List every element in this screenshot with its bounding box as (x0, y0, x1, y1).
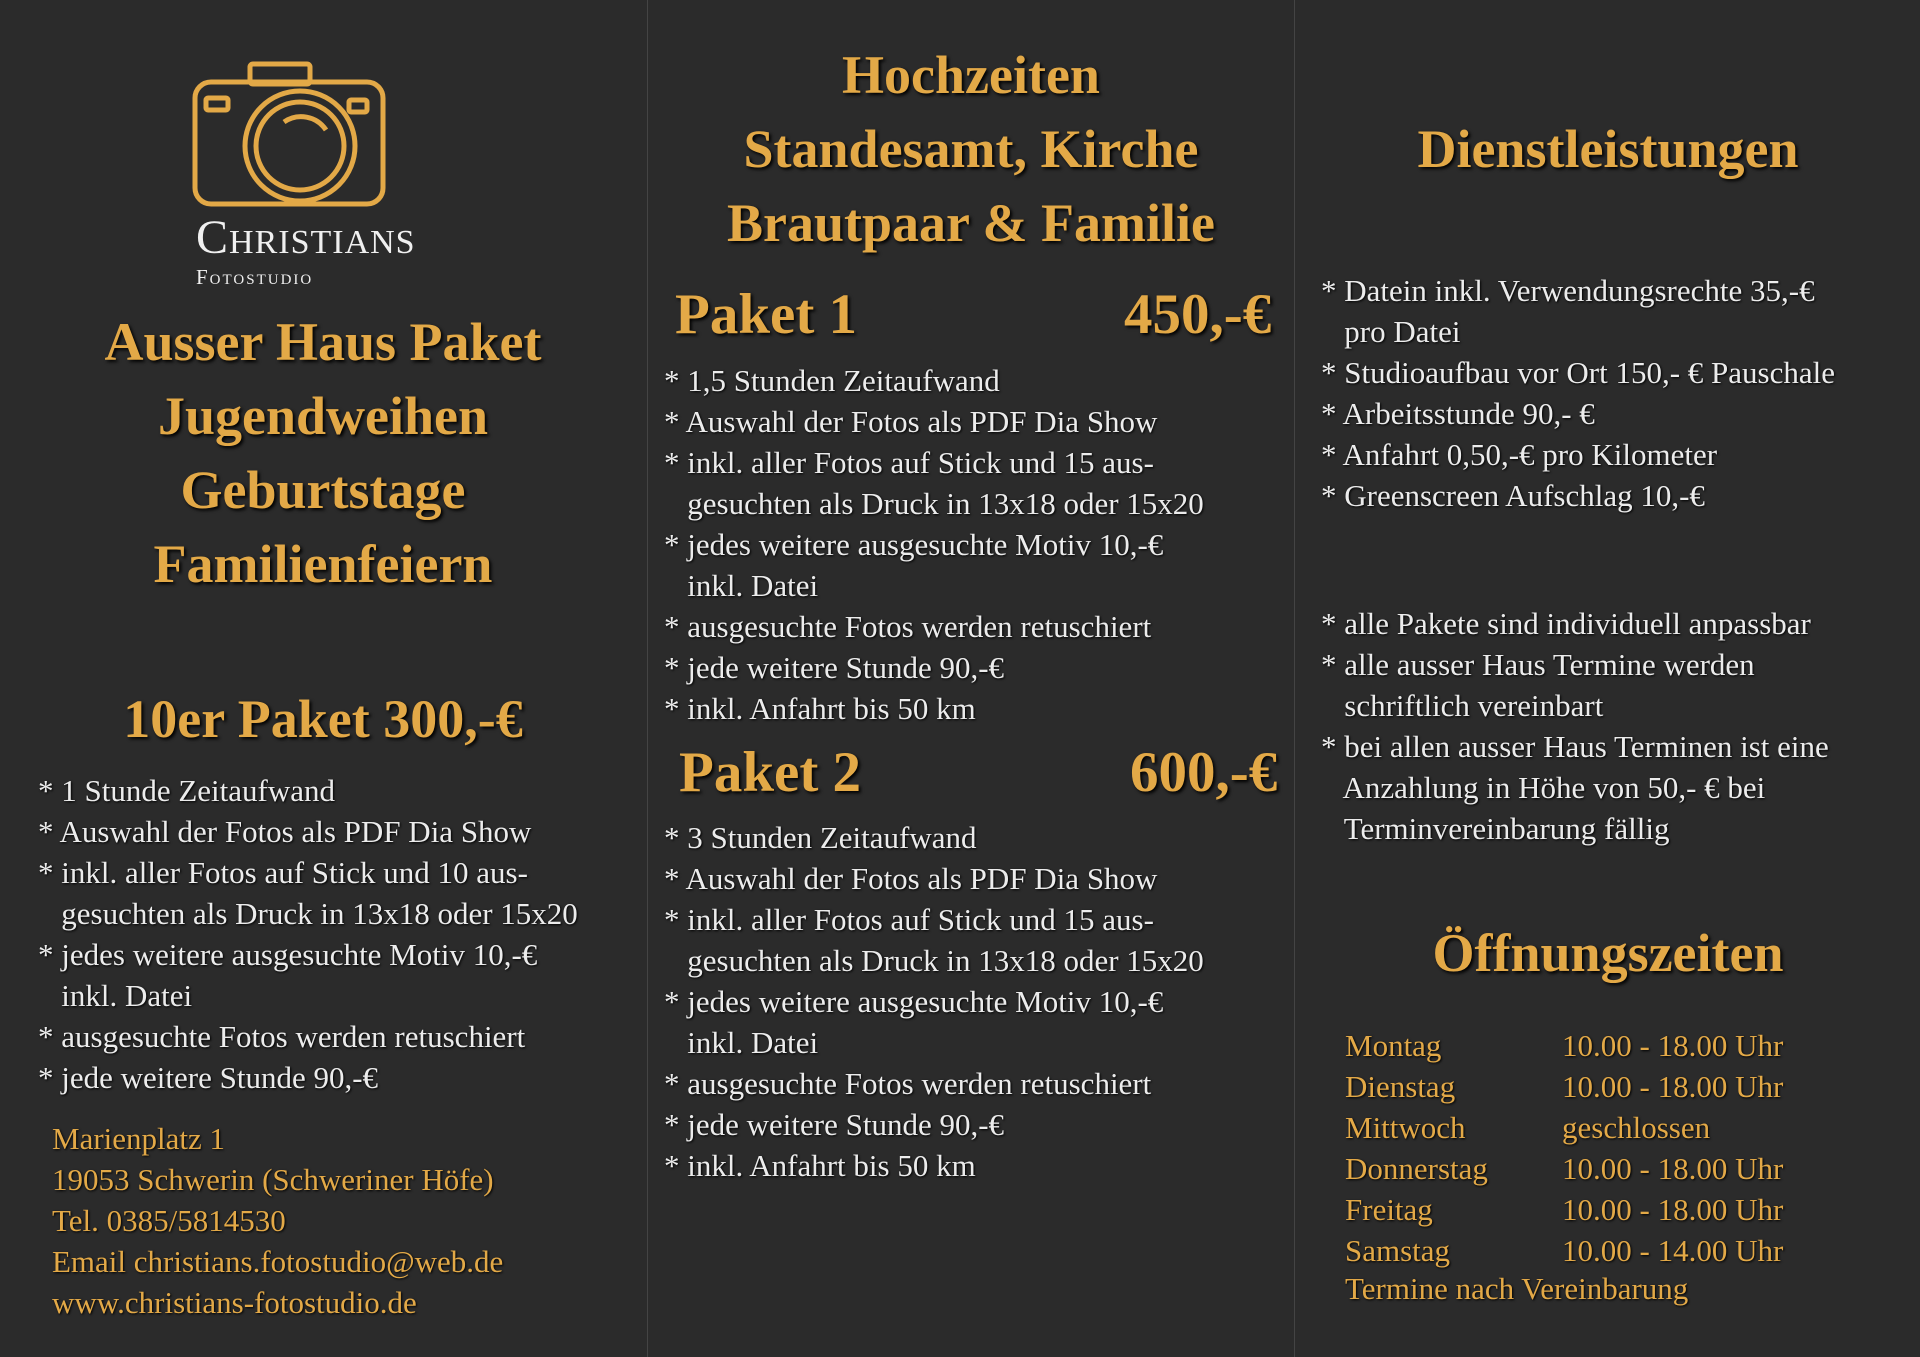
list-item: inkl. Datei (38, 978, 193, 1013)
list-item: * ausgesuchte Fotos werden retuschiert (664, 1066, 1152, 1101)
time-cell: 10.00 - 18.00 Uhr (1562, 1151, 1784, 1186)
paket2-name: Paket 2 (679, 741, 862, 804)
list-item: * alle ausser Haus Termine werden (1321, 647, 1755, 682)
street: Marienplatz 1 (52, 1121, 226, 1156)
ten-package-list (38, 770, 578, 1098)
list-item: pro Datei (1321, 314, 1461, 349)
list-item: * Arbeitsstunde 90,- € (1321, 396, 1595, 431)
list-item: * Auswahl der Fotos als PDF Dia Show (38, 814, 532, 849)
camera-icon (192, 60, 386, 208)
services-list (1321, 270, 1835, 516)
list-item: * jedes weitere ausgesuchte Motiv 10,-€ (38, 937, 538, 972)
list-item: * inkl. Anfahrt bis 50 km (664, 1148, 976, 1183)
brand-subtitle: Fotostudio (196, 265, 314, 289)
list-item: Anzahlung in Höhe von 50,- € bei (1321, 770, 1766, 805)
paket1-list (664, 360, 1204, 729)
phone: Tel. 0385/5814530 (52, 1203, 286, 1238)
brand-name: Christians (196, 211, 416, 264)
list-item: * jedes weitere ausgesuchte Motiv 10,-€ (664, 984, 1164, 1019)
list-item: * Auswahl der Fotos als PDF Dia Show (664, 404, 1158, 439)
list-item: inkl. Datei (664, 1025, 819, 1060)
day-cell: Montag (1345, 1028, 1442, 1063)
day-cell: Dienstag (1345, 1069, 1456, 1104)
day-cell: Mittwoch (1345, 1110, 1466, 1145)
middle-panel (647, 0, 1293, 1357)
email: Email christians.fotostudio@web.de (52, 1244, 504, 1279)
time-cell: 10.00 - 18.00 Uhr (1562, 1192, 1784, 1227)
day-cell: Samstag (1345, 1233, 1451, 1268)
list-item: * jede weitere Stunde 90,-€ (664, 650, 1005, 685)
right-panel (1294, 0, 1920, 1357)
list-item: gesuchten als Druck in 13x18 oder 15x20 (664, 486, 1204, 521)
list-item: * Anfahrt 0,50,-€ pro Kilometer (1321, 437, 1718, 472)
list-item: * bei allen ausser Haus Terminen ist eine (1321, 729, 1829, 764)
list-item: * 3 Stunden Zeitaufwand (664, 820, 977, 855)
time-cell: geschlossen (1562, 1110, 1711, 1145)
heading-line: Hochzeiten (842, 45, 1100, 105)
heading-line: Familienfeiern (153, 534, 493, 594)
day-cell: Donnerstag (1345, 1151, 1488, 1186)
paket1-price: 450,-€ (1124, 283, 1272, 346)
city: 19053 Schwerin (Schweriner Höfe) (52, 1162, 494, 1197)
contact-address (52, 1118, 503, 1323)
list-item: * inkl. aller Fotos auf Stick und 10 aus- (38, 855, 528, 890)
notes-list (1321, 603, 1829, 849)
paket2-list (664, 817, 1204, 1186)
table-row (1345, 1230, 1783, 1271)
opening-hours-heading: Öffnungszeiten (1432, 923, 1784, 983)
list-item: * jedes weitere ausgesuchte Motiv 10,-€ (664, 527, 1164, 562)
time-cell: 10.00 - 14.00 Uhr (1562, 1233, 1784, 1268)
time-cell: 10.00 - 18.00 Uhr (1562, 1028, 1784, 1063)
list-item: gesuchten als Druck in 13x18 oder 15x20 (38, 896, 578, 931)
paket1-name: Paket 1 (675, 283, 858, 346)
list-item: * Greenscreen Aufschlag 10,-€ (1321, 478, 1705, 513)
table-row (1345, 1066, 1783, 1107)
list-item: * Studioaufbau vor Ort 150,- € Pauschale (1321, 355, 1835, 390)
list-item: gesuchten als Druck in 13x18 oder 15x20 (664, 943, 1204, 978)
list-item: * jede weitere Stunde 90,-€ (664, 1107, 1005, 1142)
paket2-price: 600,-€ (1130, 741, 1278, 804)
list-item: * Auswahl der Fotos als PDF Dia Show (664, 861, 1158, 896)
opening-hours-table (1345, 1025, 1783, 1271)
list-item: * alle Pakete sind individuell anpassbar (1321, 606, 1811, 641)
list-item: * ausgesuchte Fotos werden retuschiert (664, 609, 1152, 644)
heading-line: Jugendweihen (157, 386, 489, 446)
left-panel (0, 0, 646, 1357)
ten-package-title: 10er Paket 300,-€ (123, 689, 523, 749)
list-item: inkl. Datei (664, 568, 819, 603)
list-item: * inkl. aller Fotos auf Stick und 15 aus- (664, 902, 1154, 937)
time-cell: 10.00 - 18.00 Uhr (1562, 1069, 1784, 1104)
day-cell: Freitag (1345, 1192, 1433, 1227)
services-heading: Dienstleistungen (1417, 119, 1799, 179)
list-item: * 1,5 Stunden Zeitaufwand (664, 363, 1000, 398)
list-item: * inkl. aller Fotos auf Stick und 15 aus- (664, 445, 1154, 480)
list-item: Terminvereinbarung fällig (1321, 811, 1670, 846)
table-row (1345, 1025, 1783, 1066)
heading-line: Ausser Haus Paket (104, 312, 542, 372)
heading-line: Brautpaar & Familie (727, 193, 1215, 253)
outdoor-package-heading (0, 305, 646, 601)
list-item: * inkl. Anfahrt bis 50 km (664, 691, 976, 726)
table-row (1345, 1148, 1783, 1189)
website: www.christians-fotostudio.de (52, 1285, 417, 1320)
list-item: schriftlich vereinbart (1321, 688, 1604, 723)
list-item: * Datein inkl. Verwendungsrechte 35,-€ (1321, 273, 1815, 308)
wedding-heading (648, 38, 1294, 260)
appointment-note: Termine nach Vereinbarung (1345, 1271, 1689, 1306)
table-row (1345, 1189, 1783, 1230)
table-row (1345, 1107, 1783, 1148)
list-item: * ausgesuchte Fotos werden retuschiert (38, 1019, 526, 1054)
heading-line: Geburtstage (180, 460, 466, 520)
list-item: * 1 Stunde Zeitaufwand (38, 773, 336, 808)
heading-line: Standesamt, Kirche (743, 119, 1199, 179)
list-item: * jede weitere Stunde 90,-€ (38, 1060, 379, 1095)
